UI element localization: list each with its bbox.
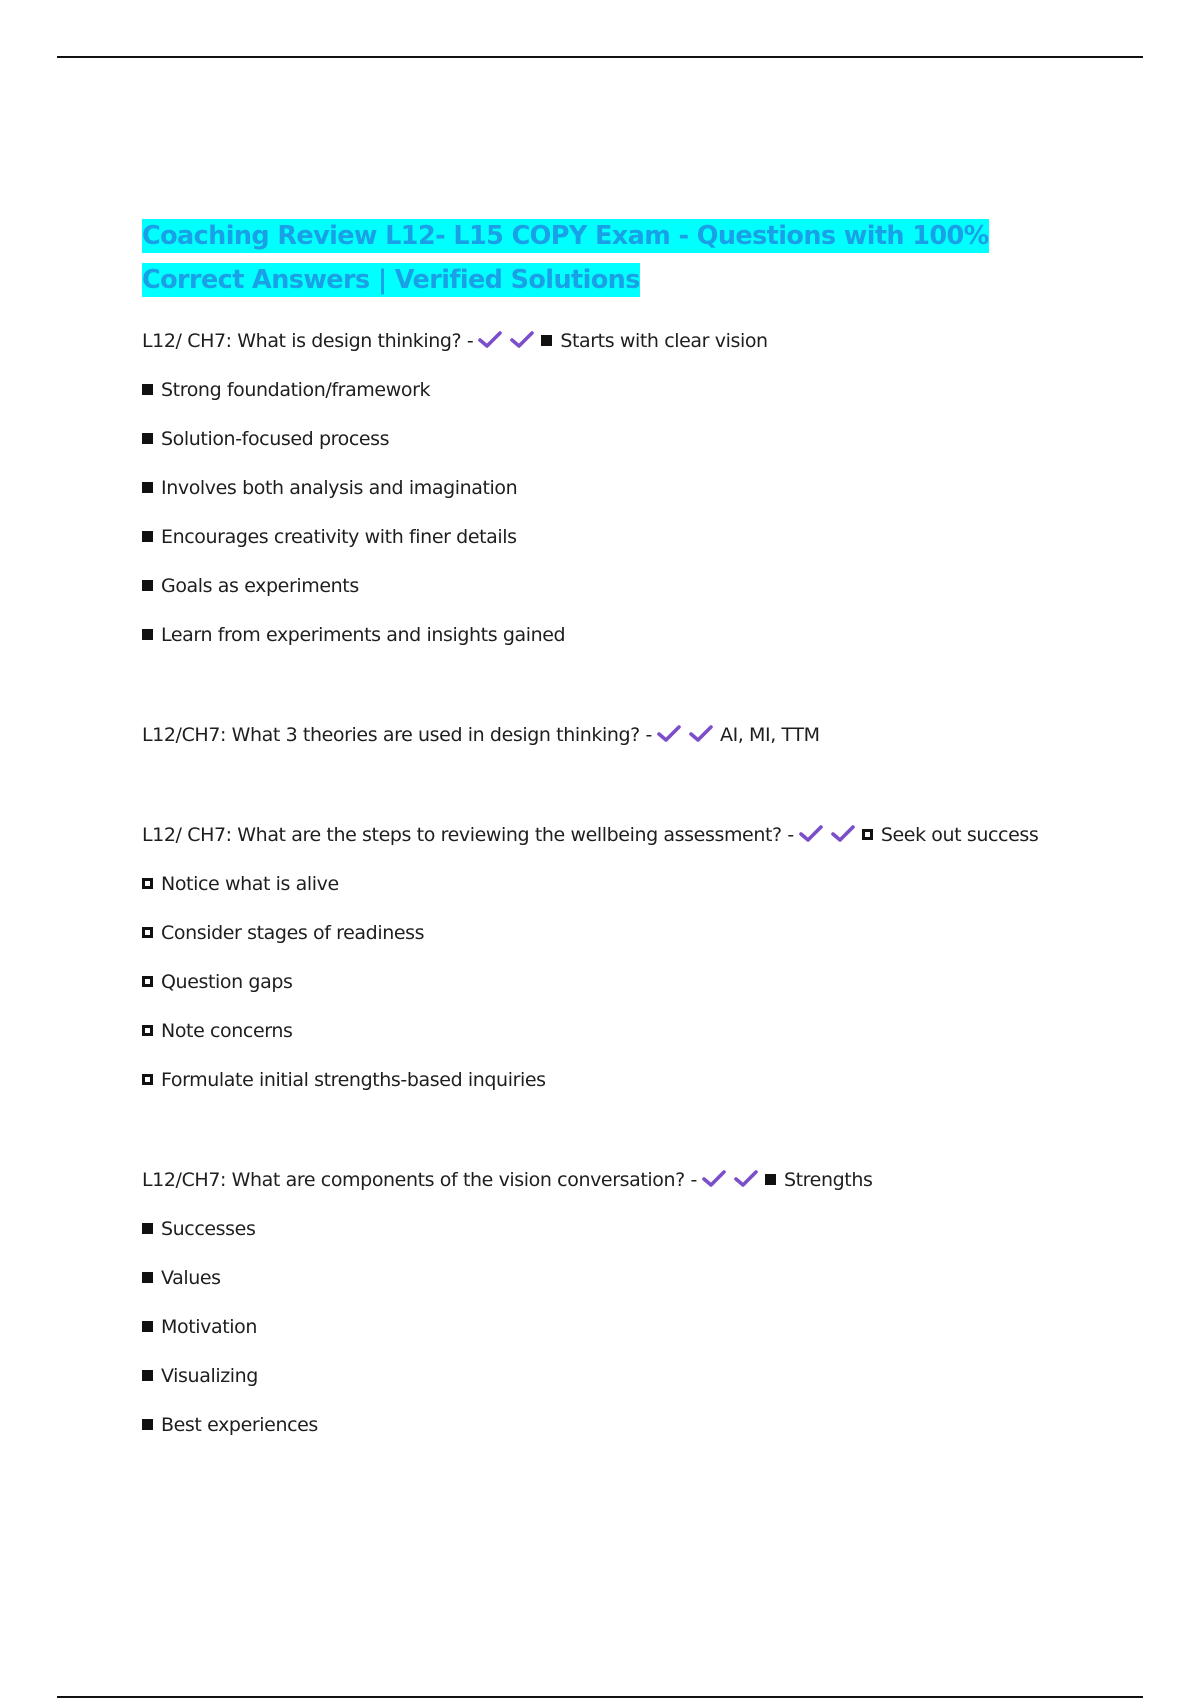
list-item <box>142 373 1042 407</box>
list-item <box>142 867 1042 901</box>
checkmark-icon <box>733 1169 759 1189</box>
list-item <box>142 916 1042 950</box>
bullet-icon <box>142 927 153 938</box>
list-item <box>142 569 1042 603</box>
bullet-icon <box>142 1321 153 1332</box>
list-item-text: Learn from experiments and insights gained <box>161 624 566 646</box>
bullet-icon <box>142 1419 153 1430</box>
document-body <box>142 214 1042 1442</box>
list-item-text: Notice what is alive <box>161 873 339 895</box>
list-item-text: Involves both analysis and imagination <box>161 477 518 499</box>
bullet-icon <box>142 629 153 640</box>
list-item-text: Strong foundation/framework <box>161 379 431 401</box>
bullet-icon <box>142 1074 153 1085</box>
question-text <box>142 1163 1042 1197</box>
list-item <box>142 471 1042 505</box>
question-block <box>142 818 1042 1097</box>
question-label: L12/CH7: What 3 theories are used in design thinking? - <box>142 724 652 746</box>
question-label: L12/CH7: What are components of the vision conversation? - <box>142 1169 697 1191</box>
answer-text: Strengths <box>783 1169 873 1191</box>
checkmark-icon <box>477 330 503 350</box>
list-item <box>142 1261 1042 1295</box>
checkmark-icon <box>656 724 682 744</box>
checkmark-icon <box>509 330 535 350</box>
question-block <box>142 324 1042 652</box>
list-item-text: Successes <box>161 1218 256 1240</box>
document-title <box>142 214 1042 302</box>
question-text <box>142 818 1042 852</box>
bullet-icon <box>142 433 153 444</box>
bullet-icon <box>142 1223 153 1234</box>
list-item-text: Question gaps <box>161 971 293 993</box>
list-item <box>142 1014 1042 1048</box>
header-rule <box>57 56 1143 58</box>
list-item <box>142 1408 1042 1442</box>
list-item-text: Note concerns <box>161 1020 293 1042</box>
list-item-text: Goals as experiments <box>161 575 359 597</box>
bullet-icon <box>142 580 153 591</box>
list-item <box>142 1359 1042 1393</box>
bullet-icon <box>541 335 552 346</box>
bullet-icon <box>142 531 153 542</box>
checkmark-icon <box>688 724 714 744</box>
list-item-text: Motivation <box>161 1316 258 1338</box>
list-item-text: Consider stages of readiness <box>161 922 425 944</box>
document-title-text: Coaching Review L12- L15 COPY Exam - Questions with 100% Correct Answers | Verified Solutions <box>142 221 989 295</box>
answer-text: AI, MI, TTM <box>719 724 820 746</box>
bullet-icon <box>142 1272 153 1283</box>
checkmark-icon <box>798 824 824 844</box>
bullet-icon <box>142 1370 153 1381</box>
list-item <box>142 422 1042 456</box>
bullet-icon <box>142 384 153 395</box>
list-item <box>142 1212 1042 1246</box>
list-item-text: Values <box>161 1267 221 1289</box>
bullet-icon <box>142 1025 153 1036</box>
list-item <box>142 1063 1042 1097</box>
bullet-icon <box>142 482 153 493</box>
question-block <box>142 718 1042 752</box>
list-item-text: Encourages creativity with finer details <box>161 526 517 548</box>
question-label: L12/ CH7: What is design thinking? - <box>142 330 474 352</box>
list-item <box>142 1310 1042 1344</box>
bullet-icon <box>142 976 153 987</box>
list-item-text: Formulate initial strengths-based inquiries <box>161 1069 546 1091</box>
answer-text: Starts with clear vision <box>560 330 768 352</box>
checkmark-icon <box>701 1169 727 1189</box>
list-item-text: Visualizing <box>161 1365 258 1387</box>
bullet-icon <box>862 829 873 840</box>
footer-rule <box>57 1696 1143 1698</box>
question-block <box>142 1163 1042 1442</box>
question-text <box>142 718 1042 752</box>
list-item-text: Best experiences <box>161 1414 318 1436</box>
question-label: L12/ CH7: What are the steps to reviewing the wellbeing assessment? - <box>142 824 794 846</box>
bullet-icon <box>142 878 153 889</box>
answer-text: Seek out success <box>880 824 1039 846</box>
checkmark-icon <box>830 824 856 844</box>
bullet-icon <box>765 1174 776 1185</box>
question-text <box>142 324 1042 358</box>
list-item <box>142 965 1042 999</box>
list-item-text: Solution-focused process <box>161 428 390 450</box>
list-item <box>142 618 1042 652</box>
list-item <box>142 520 1042 554</box>
